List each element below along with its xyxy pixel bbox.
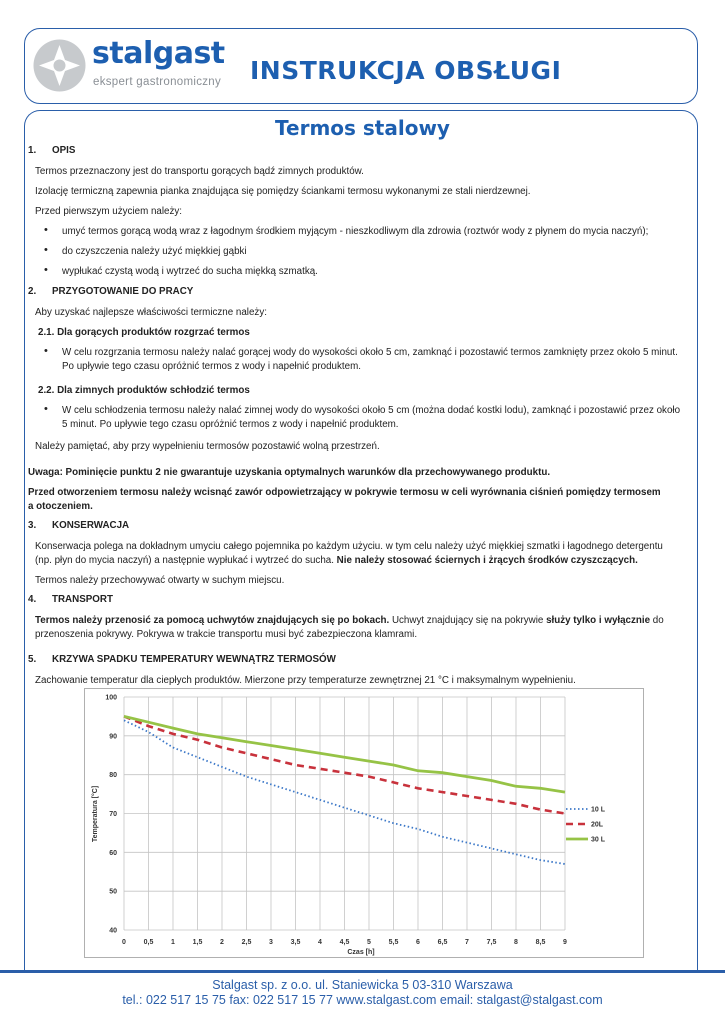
section-1-bullet-3: wypłukać czystą wodą i wytrzeć do sucha miękką szmatką. bbox=[62, 266, 318, 277]
section-4-text: Uchwyt znajdujący się na pokrywie bbox=[389, 615, 547, 626]
x-tick-label: 3 bbox=[269, 939, 273, 946]
x-tick-label: 5,5 bbox=[388, 939, 399, 946]
document-title: Termos stalowy bbox=[275, 116, 450, 140]
x-tick-label: 5 bbox=[367, 939, 371, 946]
section-1-p1: Termos przeznaczony jest do transportu gorących bądź zimnych produktów. bbox=[35, 166, 364, 177]
section-3-p1-line-1: Konserwacja polega na dokładnym umyciu całego pojemnika po każdym użyciu. w tym celu należy użyć miękkiej szmatki i łagodnego detergentu bbox=[35, 541, 663, 552]
subsection-2-2-line-2: 5 minut. Po upływie tego czasu opróżnić termos z wody i napełnić produktem. bbox=[62, 419, 399, 430]
section-2-p1: Aby uzyskać najlepsze właściwości termiczne należy: bbox=[35, 307, 267, 318]
subsection-2-1-heading: 2.1. Dla gorących produktów rozgrzać termos bbox=[38, 327, 250, 338]
x-tick-label: 2 bbox=[220, 939, 224, 946]
section-4-heading: TRANSPORT bbox=[52, 594, 113, 605]
footer-divider bbox=[0, 970, 725, 973]
x-axis-label: Czas [h] bbox=[347, 949, 375, 956]
section-4-p2: przenoszenia pokrywy. Pokrywa w trakcie transportu musi być zabezpieczona klamrami. bbox=[35, 629, 418, 640]
temperature-chart bbox=[84, 688, 644, 958]
legend-label: 10 L bbox=[591, 806, 606, 814]
legend-label: 30 L bbox=[591, 836, 606, 844]
x-tick-label: 1 bbox=[171, 939, 175, 946]
warning-1: Uwaga: Pominięcie punktu 2 nie gwarantuje uzyskania optymalnych warunków dla przechowywanego produktu. bbox=[28, 467, 551, 478]
x-tick-label: 8,5 bbox=[535, 939, 546, 946]
stalgast-logo-icon bbox=[32, 38, 87, 93]
x-tick-label: 0 bbox=[122, 939, 126, 946]
section-5-heading: KRZYWA SPADKU TEMPERATURY WEWNĄTRZ TERMOSÓW bbox=[52, 654, 336, 665]
footer-address: Stalgast sp. z o.o. ul. Staniewicka 5 03-310 Warszawa bbox=[212, 978, 513, 992]
section-1-heading: OPIS bbox=[52, 145, 76, 156]
section-1-p3: Przed pierwszym użyciem należy: bbox=[35, 206, 182, 217]
section-3-p1-bold: Nie należy stosować ściernych i żrących środków czyszczących. bbox=[336, 555, 638, 566]
warning-2-line-2: a otoczeniem. bbox=[28, 501, 93, 512]
x-tick-label: 8 bbox=[514, 939, 518, 946]
section-4-text-end: do bbox=[650, 615, 664, 626]
x-tick-label: 4 bbox=[318, 939, 322, 946]
subsection-2-1-line-1: W celu rozgrzania termosu należy nalać gorącej wody do wysokości około 5 cm, zamknąć i pozostawić termos zamknięty przez około 5 minut. bbox=[62, 347, 678, 358]
section-3-p1-text: (np. płyn do mycia naczyń) a następnie wypłukać i wytrzeć do sucha. bbox=[35, 555, 337, 566]
section-2-p2: Należy pamiętać, aby przy wypełnieniu termosów pozostawić wolną przestrzeń. bbox=[35, 441, 380, 452]
x-tick-label: 4,5 bbox=[339, 939, 350, 946]
subsection-2-1-line-2: Po upływie tego czasu opróżnić termos z wody i napełnić produktem. bbox=[62, 361, 361, 372]
document-header: INSTRUKCJA OBSŁUGI bbox=[250, 56, 562, 85]
section-2-heading: PRZYGOTOWANIE DO PRACY bbox=[52, 286, 194, 297]
subsection-2-2-line-1: W celu schłodzenia termosu należy nalać zimnej wody do wysokości około 5 cm (można dodać kostki lodu), zamknąć i pozostawić przez około bbox=[62, 405, 681, 416]
section-2-number: 2. bbox=[28, 286, 37, 297]
section-4-bold-2: służy tylko i wyłącznie bbox=[546, 615, 651, 626]
y-axis-label: Temperatura [°C] bbox=[92, 785, 99, 843]
x-tick-label: 3,5 bbox=[290, 939, 301, 946]
brand-name: stalgast bbox=[92, 36, 225, 71]
bullet-icon: • bbox=[44, 264, 48, 276]
bullet-icon: • bbox=[44, 403, 48, 415]
subsection-2-2-heading: 2.2. Dla zimnych produktów schłodzić termos bbox=[38, 385, 250, 396]
footer-contact: tel.: 022 517 15 75 fax: 022 517 15 77 www.stalgast.com email: stalgast@stalgast.com bbox=[122, 993, 603, 1007]
brand-tagline: ekspert gastronomiczny bbox=[93, 76, 222, 88]
warning-2-line-1: Przed otworzeniem termosu należy wcisnąć zawór odpowietrzający w pokrywie termosu w celi wyrównania ciśnień pomiędzy termosem bbox=[28, 487, 661, 498]
section-4-bold-1: Termos należy przenosić za pomocą uchwytów znajdujących się po bokach. bbox=[35, 615, 390, 626]
y-tick-label: 100 bbox=[105, 694, 117, 702]
section-4-p1 bbox=[35, 614, 664, 628]
y-tick-label: 90 bbox=[109, 733, 117, 741]
y-tick-label: 80 bbox=[109, 772, 117, 780]
section-5-number: 5. bbox=[28, 654, 37, 665]
x-tick-label: 9 bbox=[563, 939, 567, 946]
x-tick-label: 2,5 bbox=[241, 939, 252, 946]
x-tick-label: 6,5 bbox=[437, 939, 448, 946]
section-4-number: 4. bbox=[28, 594, 37, 605]
section-3-heading: KONSERWACJA bbox=[52, 520, 130, 531]
y-tick-label: 50 bbox=[109, 888, 117, 896]
x-tick-label: 6 bbox=[416, 939, 420, 946]
section-3-p2: Termos należy przechowywać otwarty w suchym miejscu. bbox=[35, 575, 285, 586]
y-tick-label: 40 bbox=[109, 927, 117, 935]
section-1-number: 1. bbox=[28, 145, 37, 156]
section-1-bullet-1: umyć termos gorącą wodą wraz z łagodnym środkiem myjącym - nieszkodliwym dla zdrowia (roztwór wody z płynem do mycia naczyń); bbox=[62, 226, 649, 237]
legend-label: 20L bbox=[591, 821, 604, 829]
section-5-p1: Zachowanie temperatur dla ciepłych produktów. Mierzone przy temperaturze zewnętrznej 21 °C i maksymalnym wypełnieniu. bbox=[35, 675, 576, 686]
x-tick-label: 7,5 bbox=[486, 939, 497, 946]
x-tick-label: 1,5 bbox=[192, 939, 203, 946]
section-1-bullet-2: do czyszczenia należy użyć miękkiej gąbki bbox=[62, 246, 247, 257]
y-tick-label: 70 bbox=[109, 811, 117, 818]
section-3-number: 3. bbox=[28, 520, 37, 531]
x-tick-label: 0,5 bbox=[143, 939, 154, 946]
bullet-icon: • bbox=[44, 224, 48, 236]
section-3-p1-line-2 bbox=[35, 554, 638, 568]
section-1-p2: Izolację termiczną zapewnia pianka znajdująca się pomiędzy ściankami termosu wykonanymi ze stali nierdzewnej. bbox=[35, 186, 531, 197]
bullet-icon: • bbox=[44, 244, 48, 256]
x-tick-label: 7 bbox=[465, 939, 469, 946]
y-tick-label: 60 bbox=[109, 849, 117, 857]
bullet-icon: • bbox=[44, 345, 48, 357]
